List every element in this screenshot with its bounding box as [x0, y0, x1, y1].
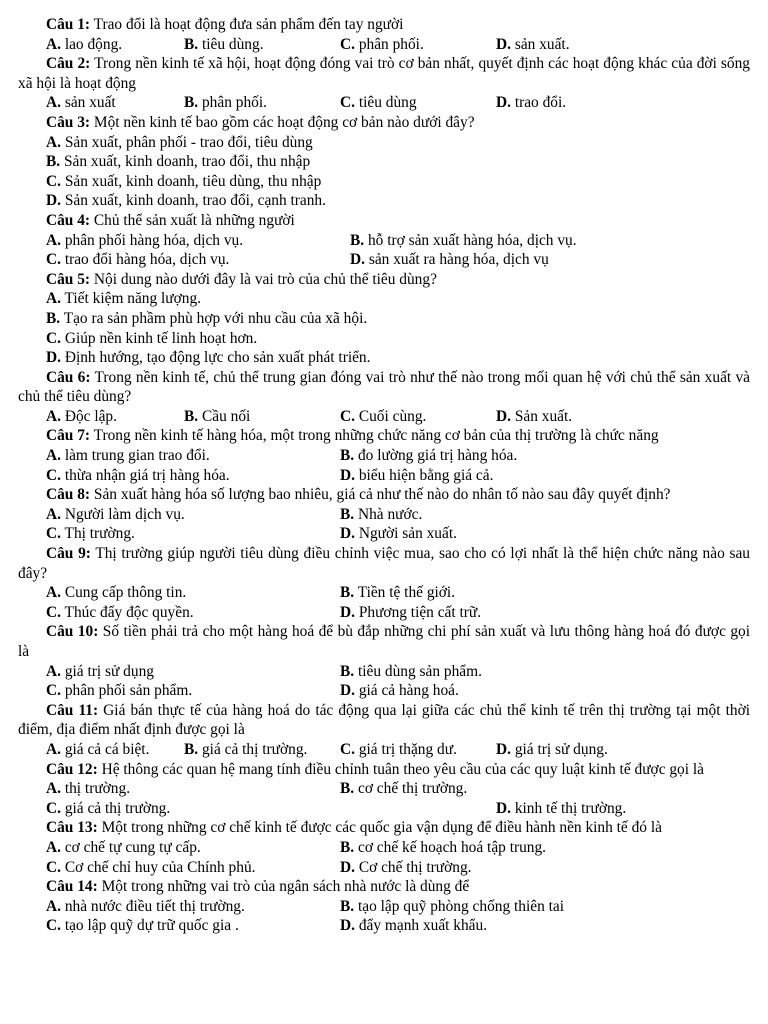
question-text: Một trong những vai trò của ngân sách nhà nước là dùng để — [97, 878, 470, 896]
question-stem — [18, 54, 750, 93]
options-row — [46, 799, 750, 819]
option-letter: D. — [340, 603, 355, 621]
answer-option[interactable] — [496, 799, 626, 819]
question-stem — [18, 818, 750, 838]
option-text: Tiết kiệm năng lượng. — [64, 290, 202, 308]
options-row — [46, 681, 750, 701]
question-text: Trong nền kinh tế xã hội, hoạt động đóng vai trò cơ bản nhất, quyết định các hoạt động khác của đời sống xã hội là hoạt động — [18, 55, 750, 92]
option-letter: A. — [46, 231, 61, 249]
option-letter: C. — [340, 94, 355, 112]
options-row — [46, 329, 750, 349]
question-stem — [18, 211, 750, 231]
answer-option[interactable] — [46, 309, 367, 329]
question-text: Một trong những cơ chế kinh tế được các quốc gia vận dụng để điều hành nền kinh tế đó là — [97, 819, 662, 837]
option-text: trao đổi hàng hóa, dịch vụ. — [64, 251, 230, 269]
answer-option[interactable] — [496, 740, 608, 760]
option-text: Cung cấp thông tin. — [64, 584, 187, 602]
option-letter: A. — [46, 740, 61, 758]
answer-options — [18, 779, 750, 818]
question-number: Câu 9: — [46, 545, 91, 563]
option-letter: C. — [46, 799, 61, 817]
question-stem — [18, 485, 750, 505]
answer-option[interactable] — [46, 93, 184, 113]
option-letter: D. — [496, 799, 511, 817]
option-text: cơ chế kế hoạch hoá tập trung. — [357, 838, 547, 856]
question-stem — [18, 760, 750, 780]
answer-options — [18, 93, 750, 113]
answer-option[interactable] — [46, 289, 201, 309]
question-number: Câu 1: — [46, 16, 91, 33]
option-text: Giúp nền kinh tế linh hoạt hơn. — [64, 329, 258, 347]
option-text: tạo lập quỹ dự trữ quốc gia . — [64, 917, 239, 935]
answer-options — [18, 35, 750, 55]
answer-option[interactable] — [46, 681, 340, 701]
option-letter: D. — [340, 682, 355, 700]
answer-option[interactable] — [46, 172, 321, 192]
answer-option[interactable] — [46, 603, 340, 623]
option-letter: B. — [184, 35, 199, 53]
question-stem — [18, 701, 750, 740]
options-row — [46, 838, 750, 858]
answer-option[interactable] — [340, 603, 481, 623]
answer-option[interactable] — [340, 681, 459, 701]
option-letter: A. — [46, 407, 61, 425]
answer-option[interactable] — [340, 407, 496, 427]
options-row — [46, 583, 750, 603]
option-text: Sản xuất, kinh doanh, trao đổi, thu nhập — [63, 153, 311, 171]
answer-option[interactable] — [184, 740, 340, 760]
option-text: sản xuất. — [514, 35, 570, 53]
answer-option[interactable] — [46, 799, 496, 819]
answer-option[interactable] — [46, 191, 326, 211]
option-letter: A. — [46, 838, 61, 856]
option-text: tạo lập quỹ phòng chống thiên tai — [357, 897, 565, 915]
question-number: Câu 8: — [46, 486, 91, 504]
option-text: tiêu dùng sản phẩm. — [357, 662, 482, 680]
answer-options — [18, 133, 750, 211]
options-row — [46, 524, 750, 544]
option-letter: B. — [46, 309, 61, 327]
option-text: biểu hiện bằng giá cả. — [358, 466, 494, 484]
option-text: Cơ chế thị trường. — [358, 858, 472, 876]
options-row — [46, 407, 750, 427]
options-row — [46, 309, 750, 329]
answer-option[interactable] — [46, 133, 313, 153]
question-text: Sản xuất hàng hóa số lượng bao nhiêu, giá cả như thế nào do nhân tố nào sau đây quyết định? — [90, 486, 671, 504]
option-text: làm trung gian trao đổi. — [64, 447, 210, 465]
question-stem — [18, 877, 750, 897]
option-text: tiêu dùng. — [201, 35, 264, 53]
question-text: Giá bán thực tế của hàng hoá do tác động qua lại giữa các chủ thể kinh tế trên thị trường tại một thời điểm, địa điểm nhất định được gọi là — [18, 701, 750, 739]
answer-option[interactable] — [496, 407, 572, 427]
options-row — [46, 133, 750, 153]
option-letter: B. — [184, 740, 199, 758]
answer-option[interactable] — [46, 250, 350, 270]
question-number: Câu 7: — [46, 427, 91, 445]
option-letter: D. — [46, 349, 61, 367]
option-text: phân phối. — [201, 94, 267, 112]
option-letter: B. — [350, 231, 365, 249]
option-text: giá cả hàng hoá. — [358, 682, 459, 700]
answer-option[interactable] — [46, 466, 340, 486]
answer-option[interactable] — [46, 152, 310, 172]
option-letter: C. — [46, 329, 61, 347]
answer-option[interactable] — [46, 524, 340, 544]
option-letter: C. — [46, 172, 61, 190]
option-letter: D. — [340, 858, 355, 876]
question-stem — [18, 622, 750, 661]
option-letter: C. — [46, 917, 61, 935]
options-row — [46, 466, 750, 486]
option-text: Độc lập. — [64, 407, 117, 425]
question-text: Một nền kinh tế bao gồm các hoạt động cơ bản nào dưới đây? — [90, 113, 475, 131]
answer-options — [18, 289, 750, 367]
option-text: Người sản xuất. — [358, 525, 457, 543]
answer-option[interactable] — [46, 231, 350, 251]
answer-option[interactable] — [184, 93, 340, 113]
option-letter: B. — [46, 153, 61, 171]
option-text: đo lường giá trị hàng hóa. — [357, 447, 518, 465]
option-letter: D. — [496, 407, 511, 425]
option-letter: D. — [46, 192, 61, 210]
options-row — [46, 446, 750, 466]
answer-option[interactable] — [340, 524, 457, 544]
options-row — [46, 662, 750, 682]
answer-option[interactable] — [46, 407, 184, 427]
option-letter: A. — [46, 35, 61, 53]
options-row — [46, 191, 750, 211]
options-row — [46, 250, 750, 270]
options-row — [46, 231, 750, 251]
option-letter: A. — [46, 290, 61, 308]
option-text: phân phối hàng hóa, dịch vụ. — [64, 231, 244, 249]
option-text: Nhà nước. — [357, 505, 423, 523]
answer-option[interactable] — [46, 35, 184, 55]
question-text: Trong nền kinh tế, chủ thể trung gian đóng vai trò như thế nào trong mối quan hệ với chủ thể sản xuất và chủ thể tiêu dùng? — [18, 368, 750, 406]
answer-options — [18, 583, 750, 622]
option-text: Sản xuất, kinh doanh, tiêu dùng, thu nhập — [64, 172, 322, 190]
option-letter: B. — [340, 584, 355, 602]
options-row — [46, 897, 750, 917]
answer-option[interactable] — [46, 740, 184, 760]
answer-option[interactable] — [496, 35, 570, 55]
option-text: Sản xuất, kinh doanh, trao đổi, cạnh tranh. — [64, 192, 326, 210]
options-row — [46, 289, 750, 309]
option-text: tiêu dùng — [358, 94, 417, 112]
option-text: giá trị sử dụng. — [514, 740, 608, 758]
question-number: Câu 12: — [46, 760, 98, 778]
options-row — [46, 348, 750, 368]
answer-option[interactable] — [46, 446, 340, 466]
answer-options — [18, 897, 750, 936]
option-letter: A. — [46, 897, 61, 915]
option-letter: C. — [46, 525, 61, 543]
option-text: Cầu nối — [201, 407, 251, 425]
answer-option[interactable] — [496, 93, 566, 113]
option-text: Thị trường. — [64, 525, 135, 543]
options-row — [46, 35, 750, 55]
options-row — [46, 93, 750, 113]
options-row — [46, 779, 750, 799]
option-letter: D. — [496, 740, 511, 758]
question-number: Câu 3: — [46, 113, 91, 131]
option-letter: D. — [350, 251, 365, 269]
option-text: thị trường. — [64, 780, 131, 798]
question-stem — [18, 368, 750, 407]
option-text: giá trị thặng dư. — [358, 740, 457, 758]
answer-option[interactable] — [340, 740, 496, 760]
option-text: Định hướng, tạo động lực cho sản xuất phát triển. — [64, 349, 371, 367]
option-text: Sản xuất. — [514, 407, 573, 425]
answer-options — [18, 407, 750, 427]
option-text: giá cả thị trường. — [201, 740, 308, 758]
answer-option[interactable] — [340, 466, 493, 486]
options-row — [46, 858, 750, 878]
options-row — [46, 152, 750, 172]
options-row — [46, 172, 750, 192]
answer-option[interactable] — [340, 93, 496, 113]
option-letter: B. — [340, 505, 355, 523]
question-stem — [18, 113, 750, 133]
option-letter: C. — [46, 251, 61, 269]
option-letter: A. — [46, 505, 61, 523]
option-letter: A. — [46, 780, 61, 798]
answer-option[interactable] — [46, 583, 340, 603]
answer-options — [18, 505, 750, 544]
option-letter: A. — [46, 133, 61, 151]
option-letter: B. — [184, 407, 199, 425]
option-letter: C. — [340, 407, 355, 425]
answer-option[interactable] — [46, 348, 370, 368]
option-text: Tiền tệ thế giới. — [357, 584, 456, 602]
option-text: giá cả thị trường. — [64, 799, 171, 817]
answer-option[interactable] — [350, 231, 577, 251]
option-text: Sản xuất, phân phối - trao đổi, tiêu dùng — [64, 133, 313, 151]
question-number: Câu 5: — [46, 270, 91, 288]
option-letter: D. — [496, 94, 511, 112]
option-letter: C. — [340, 740, 355, 758]
answer-options — [18, 740, 750, 760]
question-text: Trong nền kinh tế hàng hóa, một trong những chức năng cơ bản của thị trường là chức năng — [90, 427, 659, 445]
option-letter: A. — [46, 94, 61, 112]
option-letter: A. — [46, 584, 61, 602]
answer-options — [18, 662, 750, 701]
option-text: Phương tiện cất trữ. — [358, 603, 482, 621]
option-letter: B. — [340, 447, 355, 465]
answer-option[interactable] — [340, 858, 472, 878]
answer-option[interactable] — [46, 858, 340, 878]
option-letter: B. — [340, 897, 355, 915]
option-letter: C. — [46, 682, 61, 700]
question-text: Trao đổi là hoạt động đưa sản phẩm đến tay người — [90, 16, 404, 33]
option-text: phân phối sản phẩm. — [64, 682, 193, 700]
question-stem — [18, 544, 750, 583]
answer-option[interactable] — [46, 916, 340, 936]
answer-option[interactable] — [46, 329, 257, 349]
answer-option[interactable] — [340, 897, 564, 917]
answer-option[interactable] — [340, 662, 482, 682]
answer-option[interactable] — [46, 505, 340, 525]
answer-option[interactable] — [184, 35, 340, 55]
option-text: giá trị sử dụng — [64, 662, 154, 680]
option-text: cơ chế thị trường. — [357, 780, 468, 798]
option-text: Tạo ra sản phầm phù hợp với nhu cầu của xã hội. — [63, 309, 368, 327]
option-letter: A. — [46, 447, 61, 465]
question-number: Câu 13: — [46, 819, 98, 837]
answer-option[interactable] — [340, 916, 487, 936]
answer-option[interactable] — [340, 583, 455, 603]
answer-option[interactable] — [340, 35, 496, 55]
option-text: nhà nước điều tiết thị trường. — [64, 897, 245, 915]
option-letter: D. — [496, 35, 511, 53]
option-text: Cơ chế chỉ huy của Chính phủ. — [64, 858, 256, 876]
option-text: giá cả cá biệt. — [64, 740, 150, 758]
question-number: Câu 6: — [46, 368, 91, 386]
option-letter: D. — [340, 525, 355, 543]
option-text: lao động. — [64, 35, 123, 53]
question-text: Hệ thông các quan hệ mang tính điều chỉnh tuân theo yêu cầu của các quy luật kinh tế được gọi là — [97, 760, 704, 778]
answer-option[interactable] — [340, 838, 546, 858]
question-text: Nội dung nào dưới đây là vai trò của chủ thể tiêu dùng? — [90, 270, 437, 288]
option-letter: D. — [340, 466, 355, 484]
option-letter: C. — [340, 35, 355, 53]
answer-option[interactable] — [340, 505, 422, 525]
option-text: kinh tế thị trường. — [514, 799, 627, 817]
option-text: thừa nhận giá trị hàng hóa. — [64, 466, 230, 484]
answer-options — [18, 446, 750, 485]
option-letter: C. — [46, 603, 61, 621]
option-text: Thúc đẩy độc quyền. — [64, 603, 194, 621]
question-text: Thị trường giúp người tiêu dùng điều chỉnh việc mua, sao cho có lợi nhất là thể hiện chức năng nào sau đây? — [18, 545, 750, 582]
option-text: đẩy mạnh xuất khẩu. — [358, 917, 488, 935]
option-letter: B. — [340, 838, 355, 856]
answer-option[interactable] — [184, 407, 340, 427]
option-text: Cuối cùng. — [358, 407, 427, 425]
answer-options — [18, 838, 750, 877]
question-number: Câu 2: — [46, 55, 91, 73]
option-text: Người làm dịch vụ. — [64, 505, 185, 523]
option-text: hỗ trợ sản xuất hàng hóa, dịch vụ. — [367, 231, 577, 249]
answer-options — [18, 231, 750, 270]
options-row — [46, 505, 750, 525]
option-text: phân phối. — [358, 35, 424, 53]
question-text: Chủ thể sản xuất là những người — [90, 211, 295, 229]
question-text: Số tiền phải trả cho một hàng hoá để bù đắp những chi phí sản xuất và lưu thông hàng hoá đó được gọi là — [18, 623, 750, 660]
answer-option[interactable] — [340, 446, 517, 466]
option-letter: C. — [46, 466, 61, 484]
option-letter: D. — [340, 917, 355, 935]
option-letter: C. — [46, 858, 61, 876]
question-number: Câu 4: — [46, 211, 91, 229]
option-text: cơ chế tự cung tự cấp. — [64, 838, 201, 856]
question-number: Câu 10: — [46, 623, 99, 641]
question-stem — [18, 426, 750, 446]
option-letter: B. — [340, 662, 355, 680]
option-text: sản xuất ra hàng hóa, dịch vụ — [368, 251, 549, 269]
question-stem — [18, 270, 750, 290]
option-text: sản xuất — [64, 94, 116, 112]
answer-option[interactable] — [46, 838, 340, 858]
answer-option[interactable] — [340, 779, 467, 799]
option-letter: A. — [46, 662, 61, 680]
question-stem — [18, 15, 750, 35]
option-letter: B. — [340, 780, 355, 798]
answer-option[interactable] — [46, 779, 340, 799]
options-row — [46, 603, 750, 623]
option-letter: B. — [184, 94, 199, 112]
answer-option[interactable] — [350, 250, 549, 270]
answer-option[interactable] — [46, 662, 340, 682]
options-row — [46, 916, 750, 936]
answer-option[interactable] — [46, 897, 340, 917]
question-number: Câu 14: — [46, 878, 98, 896]
options-row — [46, 740, 750, 760]
question-number: Câu 11: — [46, 701, 99, 719]
option-text: trao đổi. — [514, 94, 567, 112]
